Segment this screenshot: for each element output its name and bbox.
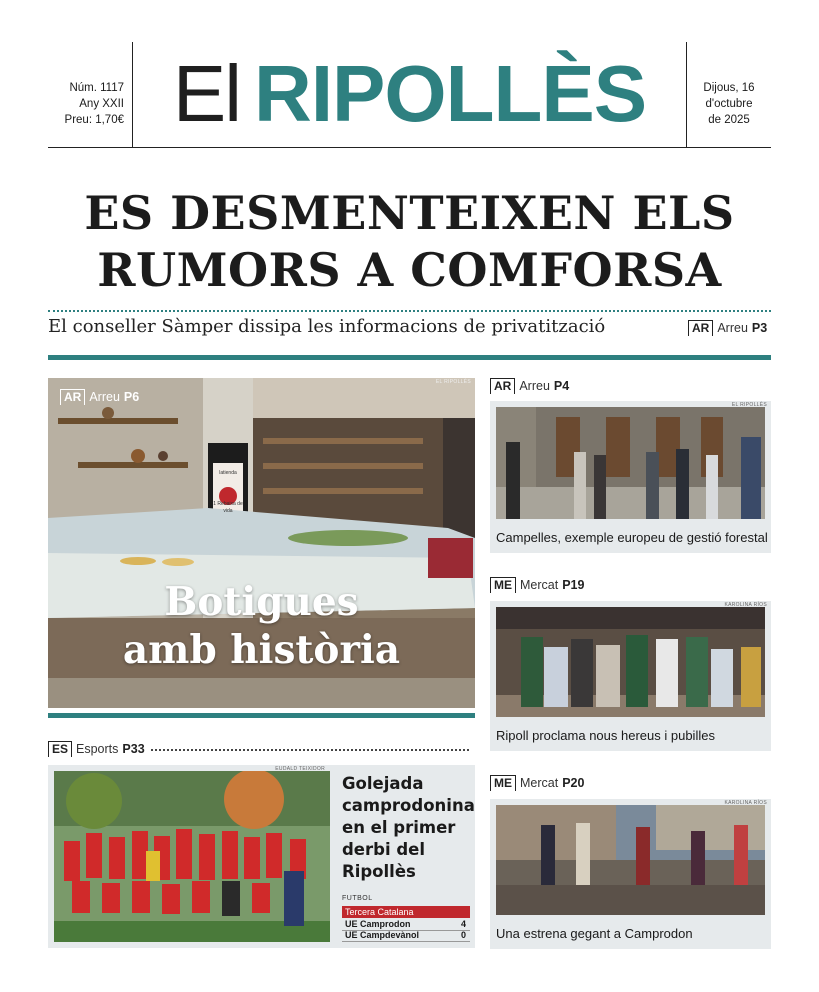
issue-year: Any XXII: [79, 98, 124, 110]
sports-section-tag[interactable]: [48, 741, 469, 757]
result-score: 0: [460, 930, 466, 940]
shop-sign-text-1: latienda: [219, 470, 237, 476]
dotted-leader: [151, 749, 469, 751]
sports-story[interactable]: [48, 765, 475, 948]
photo-credit: EL RIPOLLÈS: [435, 379, 471, 385]
lead-subhead: El conseller Sàmper dissipa les informacions de privatització: [48, 316, 606, 337]
page-ref: P3: [751, 321, 768, 335]
feature-photo[interactable]: [48, 378, 475, 708]
masthead: [48, 42, 771, 148]
section-name: Mercat: [520, 776, 559, 790]
page-ref: P19: [562, 578, 585, 592]
section-code: AR: [688, 320, 713, 336]
side-story-2-photo: [496, 607, 765, 717]
section-code: AR: [490, 378, 515, 394]
section-name: Arreu: [89, 390, 120, 404]
section-code: AR: [60, 389, 85, 405]
side-story-2-caption: Ripoll proclama nous hereus i pubilles: [496, 728, 715, 743]
gegants-camprodon-image: [496, 805, 765, 915]
section-code: ME: [490, 577, 516, 593]
headline-line-1: ES DESMENTEIXEN ELS: [84, 186, 735, 240]
issue-info: [48, 42, 133, 148]
competition-banner: Tercera Catalana: [342, 906, 470, 918]
masthead-rule: [48, 147, 771, 148]
newspaper-logo[interactable]: [133, 44, 686, 144]
photo-credit: KAROLINA RÍOS: [724, 800, 767, 806]
photo-credit: KAROLINA RÍOS: [724, 602, 767, 608]
issue-number: Núm. 1117: [69, 82, 124, 94]
side-story-1-photo: [496, 407, 765, 519]
village-group-image: [496, 407, 765, 519]
section-code: ES: [48, 741, 72, 757]
photo-credit: EUDALD TEIXIDOR: [275, 766, 325, 772]
sports-photo: [54, 771, 330, 942]
side-story-3[interactable]: [490, 799, 771, 949]
result-team: UE Camprodon: [345, 919, 411, 929]
sports-title: Golejada camprodonina en el primer derbi del Ripollès: [342, 774, 475, 881]
shop-sign: [212, 470, 244, 515]
result-team: UE Campdevànol: [345, 930, 420, 940]
sports-label: FUTBOL: [342, 895, 373, 902]
logo-ripolles: RIPOLLÈS: [254, 49, 647, 138]
logo-el: El: [172, 49, 241, 138]
page-ref: P20: [562, 776, 585, 790]
section-name: Esports: [76, 742, 119, 756]
date-line-3: de 2025: [708, 114, 750, 126]
side-story-3-photo: [496, 805, 765, 915]
section-name: Arreu: [519, 379, 550, 393]
side-story-3-tag[interactable]: [490, 775, 584, 791]
teal-divider-feature: [48, 713, 475, 718]
lead-section-tag[interactable]: [688, 320, 767, 336]
side-story-1-tag[interactable]: [490, 378, 569, 394]
page-ref: P6: [123, 390, 140, 404]
side-story-3-caption: Una estrena gegant a Camprodon: [496, 926, 693, 941]
teal-divider: [48, 355, 771, 360]
shop-sign-text-2: 1 Rebaixa de vida: [213, 501, 243, 514]
dotted-divider: [48, 310, 771, 312]
side-story-2-tag[interactable]: [490, 577, 584, 593]
page-ref: P33: [122, 742, 145, 756]
feature-title-line-1: Botigues: [164, 579, 359, 625]
side-story-1-caption: Campelles, exemple europeu de gestió forestal: [496, 530, 768, 545]
date-line-1: Dijous, 16: [703, 82, 755, 94]
result-row: [342, 930, 470, 942]
side-story-1[interactable]: [490, 401, 771, 553]
page-ref: P4: [553, 379, 570, 393]
feature-title: [48, 578, 475, 674]
date-line-2: d'octubre: [705, 98, 753, 110]
hereus-pubilles-image: [496, 607, 765, 717]
issue-date: [686, 42, 771, 148]
side-story-2[interactable]: [490, 601, 771, 751]
lead-headline[interactable]: [40, 185, 779, 299]
football-team-image: [54, 771, 330, 942]
issue-price: Preu: 1,70€: [64, 114, 124, 126]
result-score: 4: [460, 919, 466, 929]
feature-section-tag[interactable]: [60, 389, 139, 405]
headline-line-2: RUMORS A COMFORSA: [97, 243, 722, 297]
feature-title-line-2: amb història: [122, 627, 401, 673]
section-name: Arreu: [717, 321, 748, 335]
section-code: ME: [490, 775, 516, 791]
photo-credit: EL RIPOLLÈS: [731, 402, 767, 408]
section-name: Mercat: [520, 578, 559, 592]
